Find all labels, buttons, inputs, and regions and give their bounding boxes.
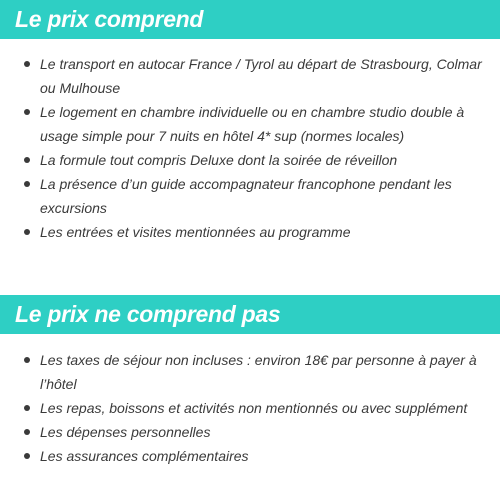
bullet-icon — [24, 181, 30, 187]
bullet-icon — [24, 61, 30, 67]
excluded-item — [23, 348, 495, 396]
included-item — [23, 52, 495, 100]
excluded-item-text: Les repas, boissons et activités non mentionnés ou avec supplément — [40, 400, 468, 416]
included-list — [23, 52, 495, 244]
bullet-icon — [24, 405, 30, 411]
included-title: Le prix comprend — [15, 6, 204, 32]
excluded-item — [23, 396, 495, 420]
bullet-icon — [24, 157, 30, 163]
excluded-item-text: Les assurances complémentaires — [40, 448, 249, 464]
excluded-list — [23, 348, 495, 468]
included-section — [0, 0, 500, 240]
included-item-text: La formule tout compris Deluxe dont la soirée de réveillon — [40, 152, 398, 168]
included-item-text: Les entrées et visites mentionnées au programme — [40, 224, 351, 240]
included-item — [23, 172, 495, 220]
bullet-icon — [24, 109, 30, 115]
included-header — [0, 0, 500, 39]
excluded-item-text: Les taxes de séjour non incluses : environ 18€ par personne à payer à l’hôtel — [40, 352, 477, 392]
included-item-text: La présence d’un guide accompagnateur francophone pendant les excursions — [40, 176, 452, 216]
excluded-title: Le prix ne comprend pas — [15, 301, 281, 327]
bullet-icon — [24, 357, 30, 363]
included-item — [23, 220, 495, 244]
included-item-text: Le logement en chambre individuelle ou en chambre studio double à usage simple pour 7 nuits en hôtel 4* sup (normes locales) — [40, 104, 465, 144]
bullet-icon — [24, 429, 30, 435]
bullet-icon — [24, 453, 30, 459]
included-item — [23, 100, 495, 148]
excluded-section — [0, 295, 500, 464]
bullet-icon — [24, 229, 30, 235]
included-item — [23, 148, 495, 172]
excluded-item-text: Les dépenses personnelles — [40, 424, 211, 440]
included-item-text: Le transport en autocar France / Tyrol au départ de Strasbourg, Colmar ou Mulhouse — [40, 56, 482, 96]
excluded-item — [23, 444, 495, 468]
excluded-item — [23, 420, 495, 444]
excluded-header — [0, 295, 500, 334]
